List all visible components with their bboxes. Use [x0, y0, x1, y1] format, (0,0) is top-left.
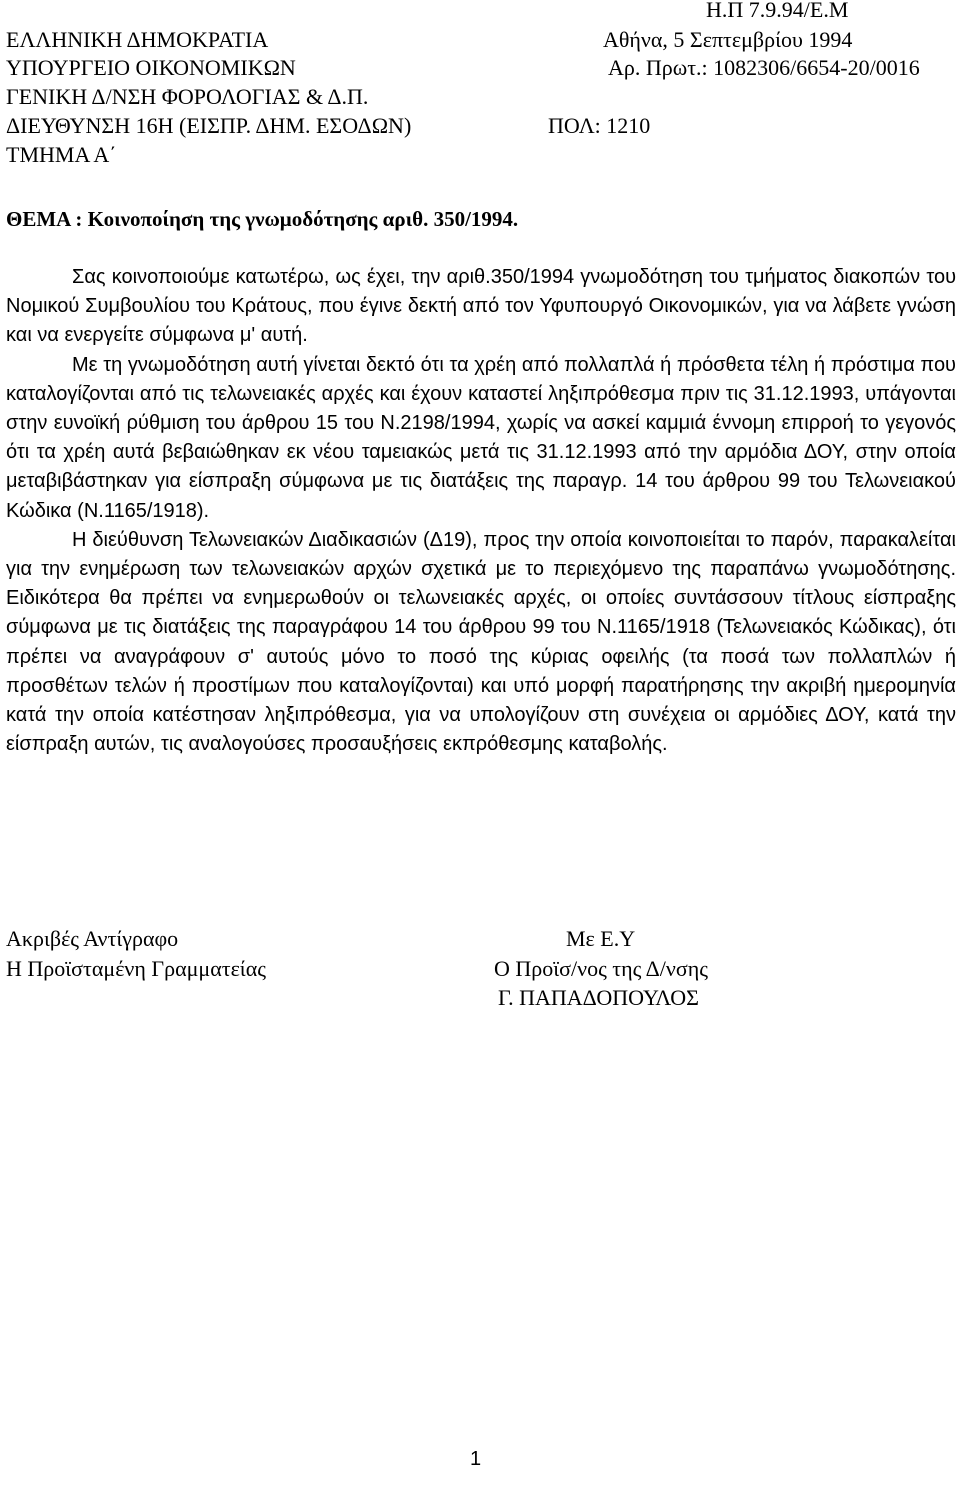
signature-director-name: Γ. ΠΑΠΑΔΟΠΟΥΛΟΣ [498, 985, 699, 1010]
pol-number: ΠΟΛ: 1210 [548, 113, 651, 138]
header-republic: ΕΛΛΗΝΙΚΗ ΔΗΜΟΚΡΑΤΙΑ [6, 27, 269, 52]
header-directorate: ΔΙΕΥΘΥΝΣΗ 16Η (ΕΙΣΠΡ. ΔΗΜ. ΕΣΟΔΩΝ) [6, 113, 412, 138]
document-date: Αθήνα, 5 Σεπτεμβρίου 1994 [603, 27, 853, 52]
reference-code: Η.Π 7.9.94/Ε.Μ [706, 0, 849, 22]
header-ministry: ΥΠΟΥΡΓΕΙΟ ΟΙΚΟΝΟΜΙΚΩΝ [6, 55, 296, 80]
body-paragraph: Η διεύθυνση Τελωνειακών Διαδικασιών (Δ19), προς την οποία κοινοποιείται το παρόν, παρακαλείται για την ενημέρωση των τελωνειακών αρχών σχετικά με το περιεχόμενο της παραπάνω γνωμοδότησης. Ειδικότερα θα πρέπει να ενημερωθούν οι τελωνειακές αρχές, οι οποίες συντάσσουν τίτλους είσπραξης σύμφωνα με τις διατάξεις της παραγράφου 14 του άρθρου 99 του Ν.1165/1918 (Τελωνειακός Κώδικας), ότι πρέπει να αναγράφουν σ' αυτούς μόνο το ποσό της κύριας οφειλής (τα ποσά των πολλαπλών ή προσθέτων τελών ή προστίμων που καταλογίζονται) και υπό μορφή παρατήρησης την ακριβή ημερομηνία κατά την οποία κατέστησαν ληξιπρόθεσμα, για να υπολογίζουν στη συνέχεια οι αρμόδιες ΔΟΥ, κατά την είσπραξη αυτών, τις αναλογούσες προσαυξήσεις εκπρόθεσμης καταβολής. [6, 528, 956, 756]
document-body [6, 263, 956, 759]
body-paragraph: Σας κοινοποιούμε κατωτέρω, ως έχει, την αριθ.350/1994 γνωμοδότηση του τμήματος διακοπών του Νομικού Συμβουλίου του Κράτους, που έγινε δεκτή από τον Υφυπουργό Οικονομικών, για να λάβετε γνώση και να ενεργείτε σύμφωνα μ' αυτή. [6, 266, 956, 347]
signature-on-behalf: Με Ε.Υ [566, 926, 636, 951]
protocol-number: Αρ. Πρωτ.: 1082306/6654-20/0016 [608, 55, 920, 80]
signature-director-title: Ο Προϊσ/νος της Δ/νσης [494, 956, 708, 981]
body-paragraph: Με τη γνωμοδότηση αυτή γίνεται δεκτό ότι τα χρέη από πολλαπλά ή πρόσθετα τέλη ή πρόστιμα που καταλογίζονται από τις τελωνειακές αρχές και έχουν καταστεί ληξιπρόθεσμα πριν τις 31.12.1993, υπάγονται στην ευνοϊκή ρύθμιση του άρθρου 15 του Ν.2198/1994, χωρίς να ασκεί καμμιά έννομη επιρροή το γεγονός ότι τα χρέη αυτά βεβαιώθηκαν εκ νέου ταμειακώς μετά τις 31.12.1993 από την αρμόδια ΔΟΥ, στην οποία μεταβιβάστηκαν για είσπραξη σύμφωνα με τις διατάξεις της παραγρ. 14 του άρθρου 99 του Τελωνειακού Κώδικα (Ν.1165/1918). [6, 353, 956, 522]
page-number: 1 [470, 1448, 482, 1470]
header-general-directorate: ΓΕΝΙΚΗ Δ/ΝΣΗ ΦΟΡΟΛΟΓΙΑΣ & Δ.Π. [6, 84, 369, 109]
subject-line: ΘΕΜΑ : Κοινοποίηση της γνωμοδότησης αριθ. 350/1994. [6, 207, 519, 231]
signature-head-secretariat: Η Προϊσταμένη Γραμματείας [6, 956, 266, 981]
header-department: ΤΜΗΜΑ Α΄ [6, 142, 117, 167]
signature-certified-copy: Ακριβές Αντίγραφο [6, 926, 179, 951]
